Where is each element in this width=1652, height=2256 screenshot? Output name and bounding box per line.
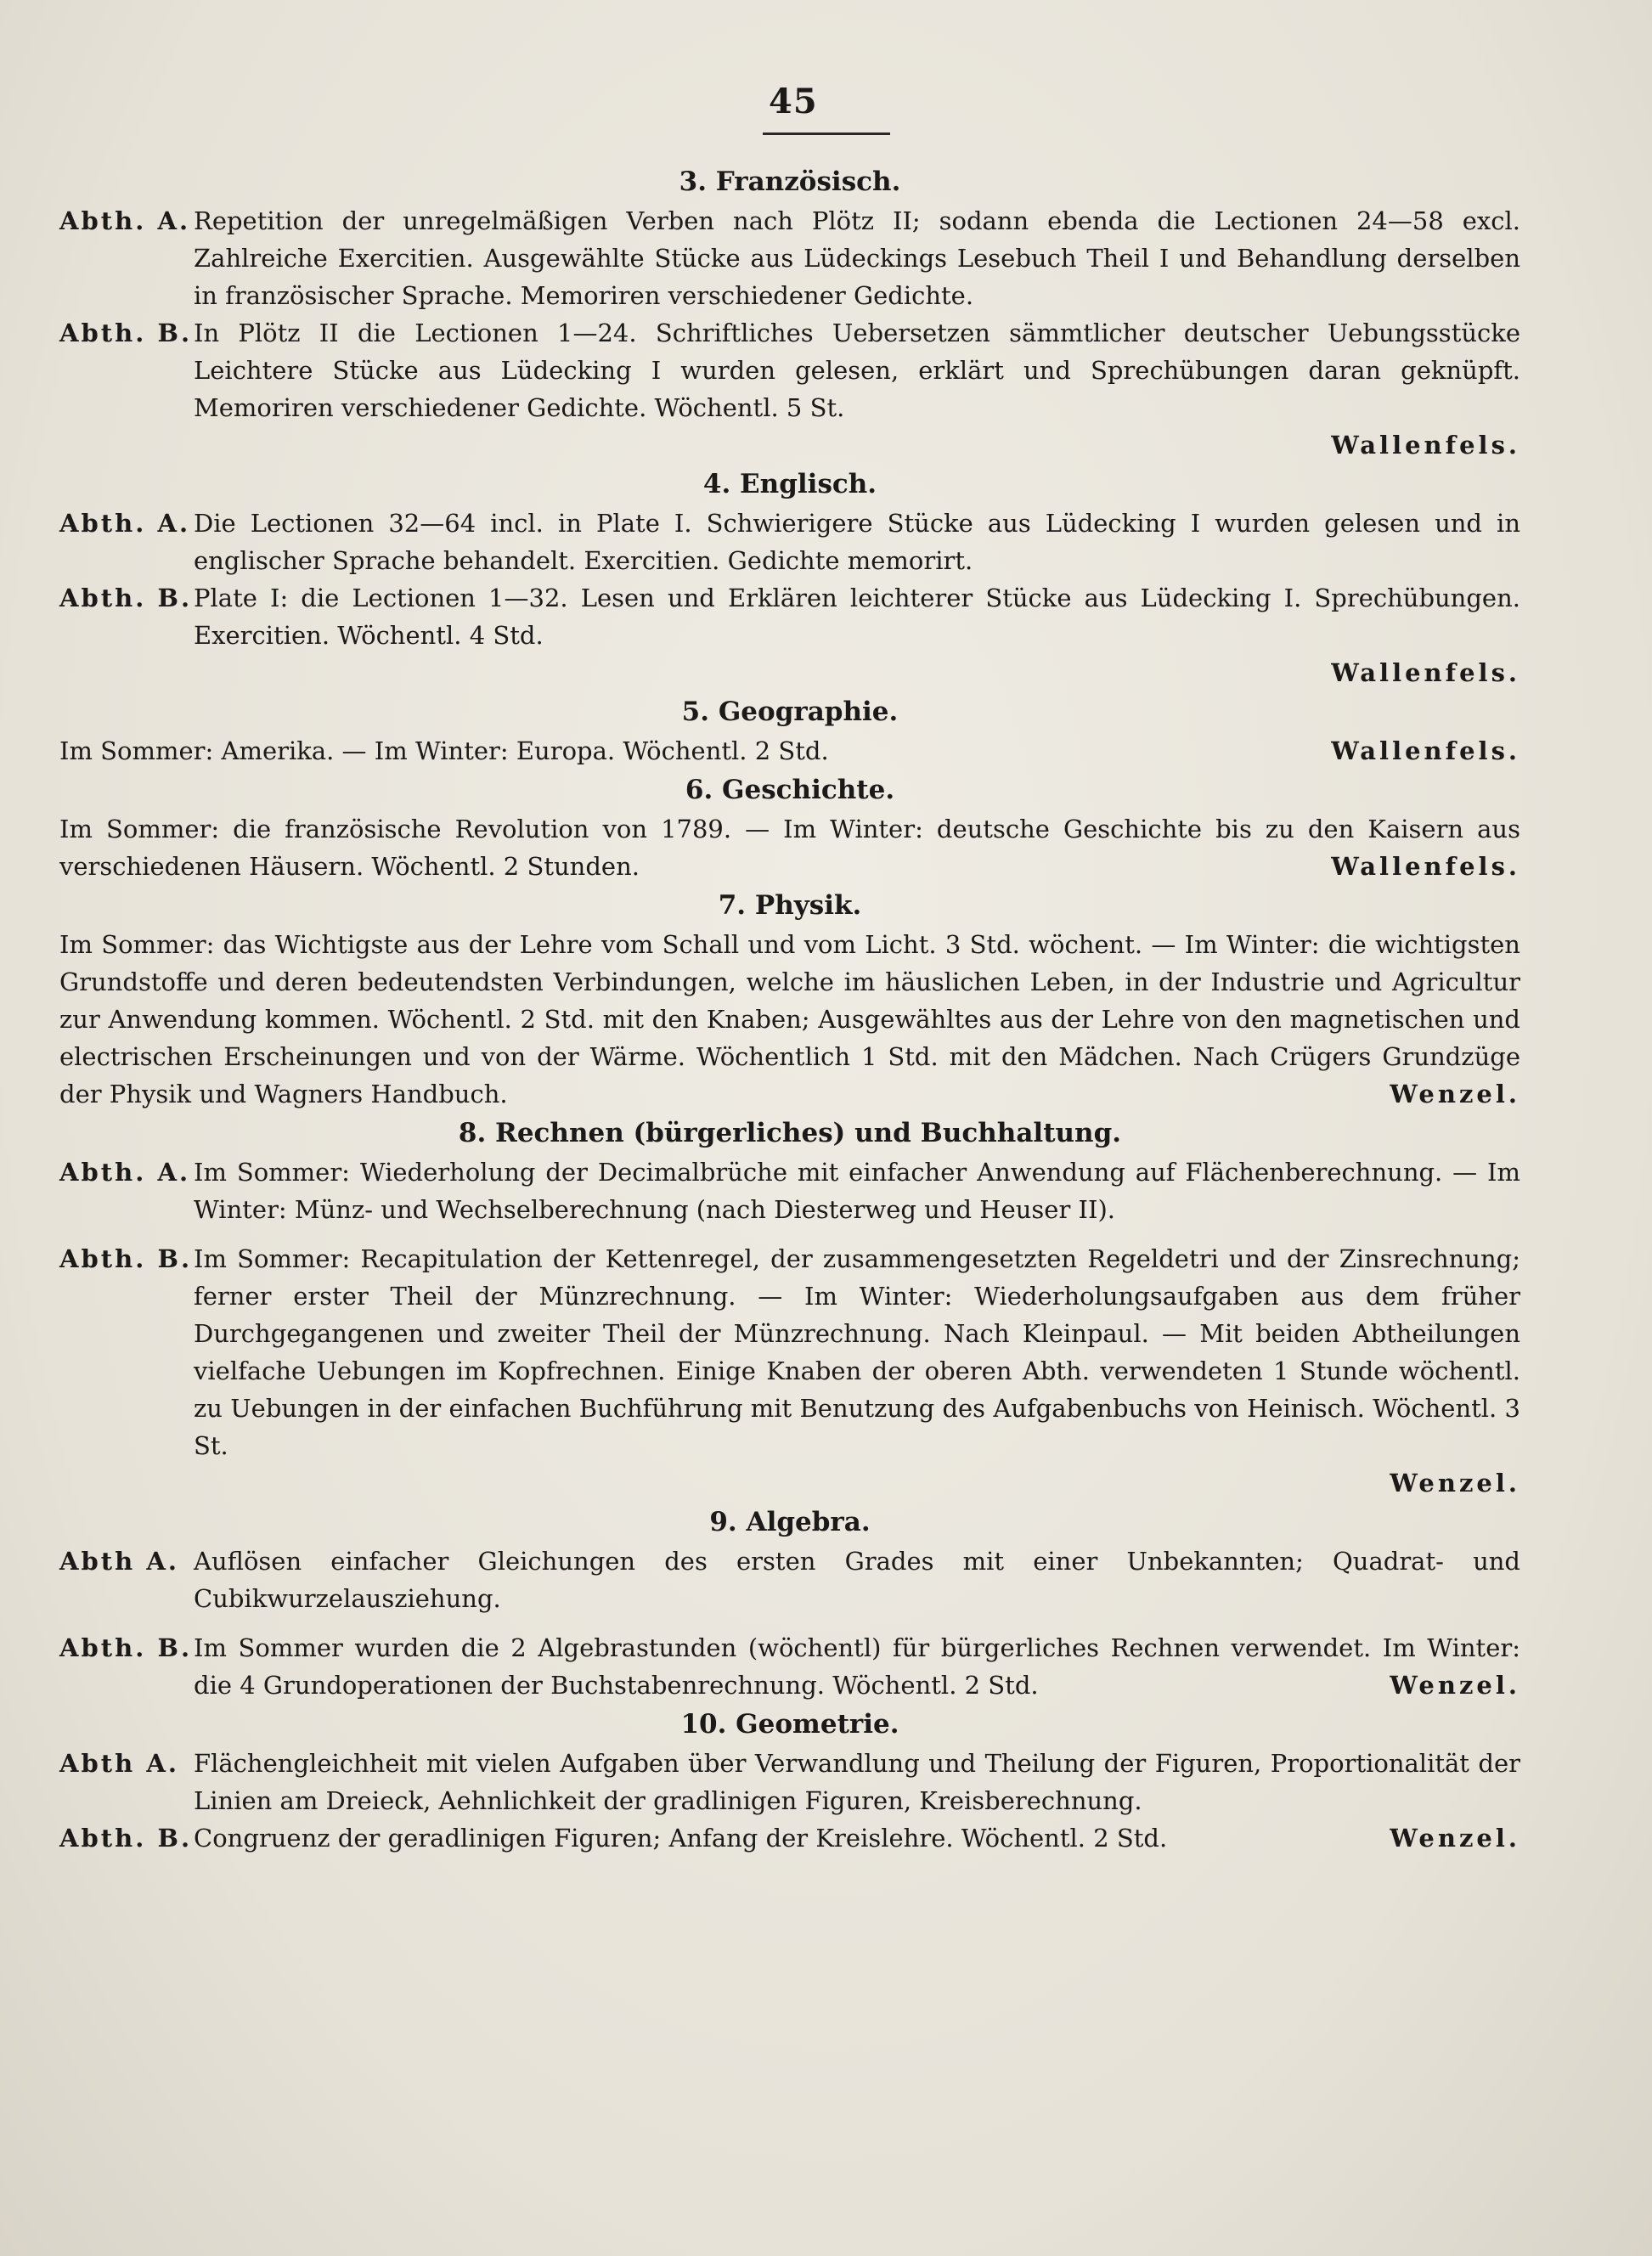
abth-label: Abth. B.	[59, 1824, 193, 1853]
arithmetic-abth-b	[59, 1240, 1520, 1502]
entry-text: Repetition der unregelmäßigen Verben nach Plötz II; sodann ebenda die Lectionen 24—58 excl. Zahlreiche Exercitien. Ausgewählte Stücke aus Lüdeckings Lesebuch Theil I und Behandlung derselben in französischer Sprache. Memoriren verschiedener Gedichte.	[194, 206, 1520, 310]
entry-text: Im Sommer: Recapitulation der Kettenregel, der zusammengesetzten Regeldetri und der Zinsrechnung; ferner erster Theil der Münzrechnung. — Im Winter: Wiederholungsaufgaben aus dem früher Durchgegangenen und zweiter Theil der Münzrechnung. Nach Kleinpaul. — Mit beiden Abtheilungen vielfache Uebungen im Kopfrechnen. Einige Knaben der oberen Abth. verwendeten 1 Stunde wöchentl. zu Uebungen in der einfachen Buchführung mit Benutzung des Aufgabenbuchs von Heinisch. Wöchentl. 3 St.	[194, 1244, 1520, 1460]
section-heading-arithmetic: 8. Rechnen (bürgerliches) und Buchhaltung.	[458, 1118, 1122, 1148]
teacher-signature: Wallenfels.	[1331, 736, 1520, 765]
section-heading-geometry: 10. Geometrie.	[680, 1709, 899, 1740]
section-heading-history: 6. Geschichte.	[685, 775, 895, 805]
teacher-signature: Wallenfels.	[1331, 852, 1520, 881]
document-body	[59, 161, 1520, 1857]
teacher-signature: Wenzel.	[1390, 1671, 1520, 1700]
section-heading-english: 4. Englisch.	[702, 469, 877, 499]
algebra-abth-b	[59, 1629, 1520, 1704]
entry-text: Im Sommer: das Wichtigste aus der Lehre vom Schall und vom Licht. 3 Std. wöchent. — Im Winter: die wichtigsten Grundstoffe und deren bedeutendsten Verbindungen, welche im häuslichen Leben, in der Industrie und Agricultur zur Anwendung kommen. Wöchentl. 2 Std. mit den Knaben; Ausgewähltes aus der Lehre von den magnetischen und electrischen Erscheinungen und von der Wärme. Wöchentlich 1 Std. mit den Mädchen. Nach Crügers Grundzüge der Physik und Wagners Handbuch.	[59, 930, 1520, 1108]
entry-text: Im Sommer: die französische Revolution von 1789. — Im Winter: deutsche Geschichte bis zu den Kaisern aus verschiedenen Häusern. Wöchentl. 2 Stunden.	[59, 815, 1520, 881]
section-heading-physics: 7. Physik.	[718, 890, 862, 921]
history-entry	[59, 810, 1520, 885]
abth-label: Abth. A.	[59, 509, 191, 538]
entry-text: Congruenz der geradlinigen Figuren; Anfang der Kreislehre. Wöchentl. 2 Std.	[194, 1824, 1168, 1853]
entry-text: Auflösen einfacher Gleichungen des ersten Grades mit einer Unbekannten; Quadrat- und Cubikwurzelausziehung.	[194, 1547, 1520, 1613]
abth-label: Abth. B.	[59, 1633, 193, 1662]
geography-entry	[59, 732, 1520, 770]
english-abth-a	[59, 505, 1520, 579]
physics-entry	[59, 926, 1520, 1113]
geometry-abth-a	[59, 1745, 1520, 1819]
abth-label: Abth A.	[59, 1749, 179, 1778]
abth-label: Abth A.	[59, 1547, 179, 1576]
teacher-signature: Wenzel.	[1390, 1824, 1520, 1853]
page-number-rule	[763, 133, 890, 135]
arithmetic-abth-a	[59, 1153, 1520, 1228]
entry-text: Im Sommer: Amerika. — Im Winter: Europa. Wöchentl. 2 Std.	[59, 736, 829, 765]
entry-text: Die Lectionen 32—64 incl. in Plate I. Schwierigere Stücke aus Lüdecking I wurden gelesen und in englischer Sprache behandelt. Exercitien. Gedichte memorirt.	[194, 509, 1520, 575]
french-abth-a	[59, 202, 1520, 314]
entry-text: Plate I: die Lectionen 1—32. Lesen und Erklären leichterer Stücke aus Lüdecking I. Sprechübungen. Exercitien. Wöchentl. 4 Std.	[194, 584, 1520, 650]
section-heading-geography: 5. Geographie.	[681, 697, 899, 727]
entry-text: Im Sommer wurden die 2 Algebrastunden (wöchentl) für bürgerliches Rechnen verwendet. Im Winter: die 4 Grundoperationen der Buchstabenrechnung. Wöchentl. 2 Std.	[194, 1633, 1520, 1700]
page-number: 45	[769, 82, 818, 121]
section-heading-algebra: 9. Algebra.	[709, 1507, 871, 1537]
abth-label: Abth. A.	[59, 206, 191, 235]
geometry-abth-b	[59, 1819, 1520, 1857]
algebra-abth-a	[59, 1543, 1520, 1617]
entry-text: Flächengleichheit mit vielen Aufgaben über Verwandlung und Theilung der Figuren, Proportionalität der Linien am Dreieck, Aehnlichkeit der gradlinigen Figuren, Kreisberechnung.	[194, 1749, 1520, 1815]
abth-label: Abth. B.	[59, 1244, 193, 1273]
abth-label: Abth. B.	[59, 584, 193, 612]
entry-text: Im Sommer: Wiederholung der Decimalbrüche mit einfacher Anwendung auf Flächenberechnung. — Im Winter: Münz- und Wechselberechnung (nach Diesterweg und Heuser II).	[194, 1158, 1520, 1224]
section-heading-french: 3. Französisch.	[679, 166, 901, 197]
french-abth-b	[59, 314, 1520, 464]
teacher-signature: Wallenfels.	[1331, 431, 1520, 460]
abth-label: Abth. B.	[59, 319, 193, 347]
entry-text: In Plötz II die Lectionen 1—24. Schriftliches Uebersetzen sämmtlicher deutscher Uebungsstücke Leichtere Stücke aus Lüdecking I wurden gelesen, erklärt und Sprechübungen daran geknüpft. Memoriren verschiedener Gedichte. Wöchentl. 5 St.	[194, 319, 1520, 422]
english-abth-b	[59, 579, 1520, 691]
teacher-signature: Wenzel.	[1390, 1080, 1520, 1108]
teacher-signature: Wenzel.	[1390, 1469, 1520, 1497]
teacher-signature: Wallenfels.	[1331, 658, 1520, 687]
abth-label: Abth. A.	[59, 1158, 191, 1187]
